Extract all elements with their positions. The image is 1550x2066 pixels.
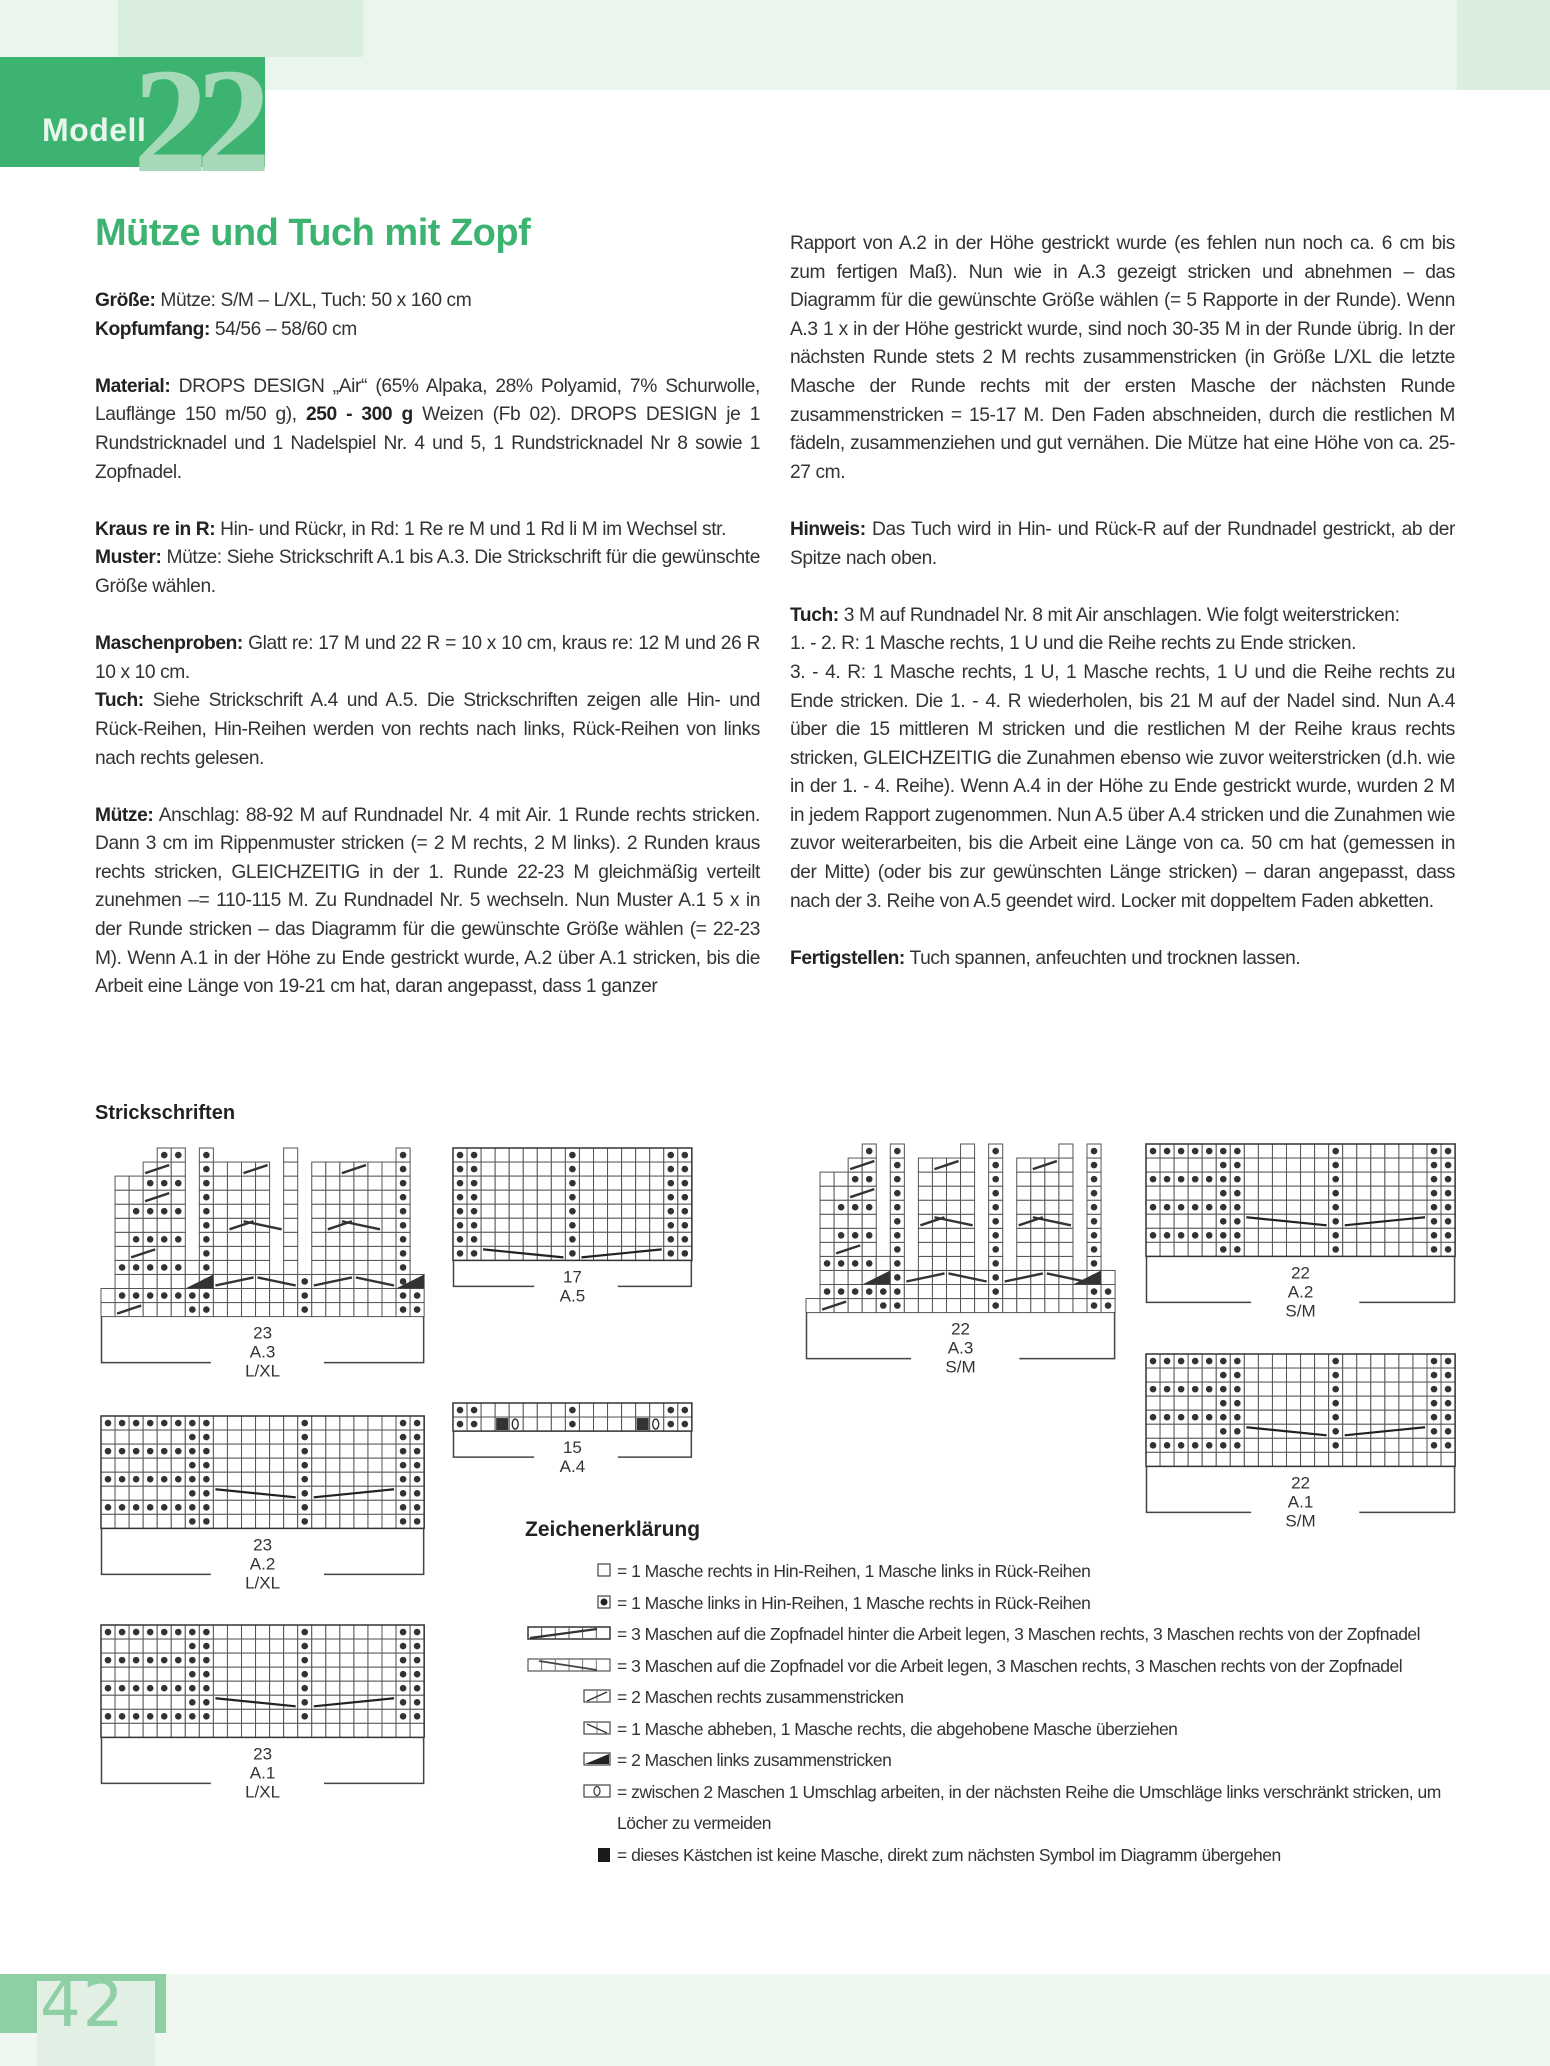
legend-text: = 2 Maschen rechts zusammenstricken bbox=[617, 1687, 904, 1707]
legend-text: = 1 Masche abheben, 1 Masche rechts, die abgehobene Masche überziehen bbox=[617, 1718, 1178, 1739]
left-column bbox=[95, 287, 760, 1002]
svg-text:22: 22 bbox=[951, 1319, 971, 1339]
svg-text:23: 23 bbox=[253, 1535, 273, 1555]
legend-item bbox=[525, 1745, 1465, 1777]
svg-text:15: 15 bbox=[562, 1438, 582, 1458]
model-number: 22 bbox=[133, 38, 259, 204]
chart-a1-lxl bbox=[100, 1624, 425, 1810]
legend-item bbox=[525, 1651, 1465, 1683]
shawl-text: Siehe Strickschrift A.4 und A.5. Die Strickschriften zeigen alle Hin- und Rück-Reihen, Hin-Reihen werden von rechts nach links, Rück-Reihen von links nach rechts gelesen. bbox=[95, 690, 760, 769]
head-circumference-line bbox=[95, 316, 760, 345]
shawl-paragraph bbox=[790, 602, 1455, 631]
yarn-over-icon bbox=[525, 1777, 617, 1798]
size-value: Mütze: S/M – L/XL, Tuch: 50 x 160 cm bbox=[155, 290, 472, 311]
svg-text:A.2: A.2 bbox=[249, 1554, 276, 1574]
chart-a2-lxl bbox=[100, 1415, 425, 1601]
chart-a3-lxl bbox=[100, 1147, 425, 1390]
legend-item bbox=[525, 1840, 1465, 1872]
hat-text: Anschlag: 88-92 M auf Rundnadel Nr. 4 mit Air. 1 Runde rechts stricken. Dann 3 cm im Rippenmuster stricken (= 2 M rechts, 2 M links). 2 Runden kraus rechts stricken, GLEICHZEITIG in der 1. Runde 22-23 M gleichmäßig verteilt zunehmen –= 110-115 M. Zu Rundnadel Nr. 5 wechseln. Nun Muster A.1 5 x in der Runde stricken – das Diagramm für die gewünschte Größe wählen (= 22-23 M). Wenn A.1 in der Höhe zu Ende gestrickt wurde, A.2 über A.1 stricken, bis die Arbeit eine Länge von 19-21 cm hat, daran angepasst, dass 1 ganzer bbox=[95, 804, 760, 998]
note-paragraph bbox=[790, 516, 1455, 573]
chart-a2-sm bbox=[1145, 1143, 1456, 1329]
material-label: Material: bbox=[95, 375, 171, 397]
legend-text: = 3 Maschen auf die Zopfnadel vor die Arbeit legen, 3 Maschen rechts, 3 Maschen rechts von der Zopfnadel bbox=[617, 1655, 1403, 1676]
legend-text: = dieses Kästchen ist keine Masche, direkt zum nächsten Symbol im Diagramm übergehen bbox=[617, 1844, 1281, 1865]
note-label: Hinweis: bbox=[790, 518, 866, 540]
header-band-corner bbox=[1457, 0, 1550, 90]
cable-back-icon bbox=[525, 1619, 617, 1640]
ssk-icon bbox=[525, 1714, 617, 1735]
svg-text:A.2: A.2 bbox=[1287, 1282, 1314, 1302]
page-title: Mütze und Tuch mit Zopf bbox=[95, 212, 531, 254]
chart-a5 bbox=[452, 1147, 693, 1313]
garter-text: Hin- und Rückr, in Rd: 1 Re re M und 1 Rd li M im Wechsel str. bbox=[215, 518, 727, 540]
svg-text:A.4: A.4 bbox=[559, 1457, 586, 1477]
purl-dot-icon bbox=[525, 1588, 617, 1609]
svg-text:A.3: A.3 bbox=[249, 1342, 276, 1362]
chart-a1-sm bbox=[1145, 1353, 1456, 1539]
legend-item bbox=[525, 1556, 1465, 1588]
right-column bbox=[790, 230, 1455, 973]
legend-item bbox=[525, 1619, 1465, 1651]
svg-text:A.1: A.1 bbox=[249, 1763, 276, 1783]
legend-text: = zwischen 2 Maschen 1 Umschlag arbeiten, in der nächsten Reihe die Umschläge links verschränkt stricken, um Löcher zu vermeiden bbox=[617, 1781, 1441, 1833]
legend-item bbox=[525, 1588, 1465, 1620]
legend-item bbox=[525, 1777, 1465, 1840]
svg-text:17: 17 bbox=[562, 1267, 582, 1287]
svg-text:A.5: A.5 bbox=[559, 1286, 586, 1306]
shawl-label: Tuch: bbox=[95, 690, 144, 712]
svg-text:S/M: S/M bbox=[945, 1357, 976, 1377]
p2tog-icon bbox=[525, 1745, 617, 1766]
svg-text:L/XL: L/XL bbox=[245, 1361, 281, 1381]
material-text-2: Weizen (Fb 02). DROPS DESIGN je 1 Rundstricknadel und 1 Nadelspiel Nr. 4 und 5, 1 Rundstricknadel Nr 8 sowie 1 Zopfnadel. bbox=[95, 404, 760, 483]
svg-text:L/XL: L/XL bbox=[245, 1782, 281, 1802]
head-circumference-value: 54/56 – 58/60 cm bbox=[209, 318, 357, 340]
note-text: Das Tuch wird in Hin- und Rück-R auf der Rundnadel gestrickt, ab der Spitze nach oben. bbox=[790, 518, 1455, 569]
hat-continued-paragraph: Rapport von A.2 in der Höhe gestrickt wurde (es fehlen nun noch ca. 6 cm bis zum fertigen Maß). Nun wie in A.3 gezeigt stricken und abnehmen – das Diagramm für die gewünschte Größe wählen (= 5 Rapporte in der Runde). Wenn A.3 1 x in der Höhe gestrickt wurde, sind noch 30-35 M in der Runde übrig. In der nächsten Runde stets 2 M rechts zusammenstricken (in Größe L/XL die letzte Masche der Runde rechts mit der ersten Masche der nächsten Runde zusammenstricken = 15-17 M. Den Faden abschneiden, durch die restlichen M fädeln, zusammenziehen und gut vernähen. Die Mütze hat eine Höhe von ca. 25-27 cm. bbox=[790, 233, 1455, 483]
material-text: DROPS DESIGN „Air“ (65% Alpaka, 28% Polyamid, 7% Schurwolle, Lauflänge 150 m/50 g), bbox=[95, 375, 760, 426]
pattern-text: Mütze: Siehe Strickschrift A.1 bis A.3. Die Strickschrift für die gewünschte Größe wählen. bbox=[95, 547, 760, 597]
chart-a4 bbox=[452, 1402, 693, 1484]
no-stitch-icon bbox=[525, 1840, 617, 1863]
svg-text:S/M: S/M bbox=[1285, 1301, 1316, 1321]
legend-text: = 1 Masche links in Hin-Reihen, 1 Masche rechts in Rück-Reihen bbox=[617, 1592, 1091, 1613]
legend-text: = 1 Masche rechts in Hin-Reihen, 1 Masche links in Rück-Reihen bbox=[617, 1561, 1091, 1581]
svg-text:L/XL: L/XL bbox=[245, 1573, 281, 1593]
legend-item bbox=[525, 1714, 1465, 1746]
cable-front-icon bbox=[525, 1651, 617, 1672]
knit-square-icon bbox=[525, 1556, 617, 1577]
shawl-rows-1-2: 1. - 2. R: 1 Masche rechts, 1 U und die Reihe rechts zu Ende stricken. bbox=[790, 633, 1357, 655]
gauge-label: Maschenproben: bbox=[95, 633, 243, 655]
svg-text:22: 22 bbox=[1291, 1263, 1311, 1283]
svg-text:23: 23 bbox=[253, 1323, 273, 1343]
charts-heading: Strickschriften bbox=[95, 1102, 236, 1124]
svg-text:23: 23 bbox=[253, 1744, 273, 1764]
page-number: 42 bbox=[40, 1968, 126, 2042]
material-paragraph bbox=[95, 373, 760, 487]
shawl-label: Tuch: bbox=[790, 604, 839, 626]
svg-text:22: 22 bbox=[1291, 1473, 1311, 1493]
size-line bbox=[95, 287, 760, 316]
size-label: Größe: bbox=[95, 290, 156, 311]
pattern-label: Muster: bbox=[95, 547, 162, 569]
gauge-text: Glatt re: 17 M und 22 R = 10 x 10 cm, kraus re: 12 M und 26 R 10 x 10 cm. bbox=[95, 633, 760, 683]
pattern-paragraph bbox=[95, 544, 760, 601]
legend-title: Zeichenerklärung bbox=[525, 1518, 701, 1541]
garter-label: Kraus re in R: bbox=[95, 518, 216, 540]
shawl-text: 3 M auf Rundnadel Nr. 8 mit Air anschlagen. Wie folgt weiterstricken: bbox=[838, 604, 1400, 626]
footer-band bbox=[0, 1974, 1550, 2066]
shawl-chart-paragraph bbox=[95, 687, 760, 773]
shawl-rows-3-4: 3. - 4. R: 1 Masche rechts, 1 U, 1 Masche rechts, 1 U und die Reihe rechts zu Ende stricken. Die 1. - 4. R wiederholen, bis 21 M auf der Nadel sind. Nun A.4 über die 15 mittleren M stricken und die restlichen M der Reihe kraus rechts stricken, GLEICHZEITIG die Zunahmen ebenso wie zuvor weiterstricken (d.h. wie in der 1. - 4. Reihe). Wenn A.4 in der Höhe zu Ende gestrickt wurde, wurden 2 M in jedem Rapport zugenommen. Nun A.5 über A.4 stricken und die Zunahmen wie zuvor weiterarbeiten, bis die Arbeit eine Länge von ca. 50 cm hat (gemessen in der Mitte) (oder bis zur gewünschten Länge stricken) – daran angepasst, dass nach der 3. Reihe von A.5 geendet wird. Locker mit doppeltem Faden abketten. bbox=[790, 661, 1455, 912]
model-label: Modell bbox=[42, 112, 147, 148]
legend-text: = 2 Maschen links zusammenstricken bbox=[617, 1750, 892, 1770]
k2tog-icon bbox=[525, 1682, 617, 1703]
svg-text:S/M: S/M bbox=[1285, 1511, 1316, 1531]
gauge-paragraph bbox=[95, 630, 760, 687]
legend-item bbox=[525, 1682, 1465, 1714]
legend-text: = 3 Maschen auf die Zopfnadel hinter die Arbeit legen, 3 Maschen rechts, 3 Maschen rechts von der Zopfnadel bbox=[617, 1624, 1421, 1644]
garter-paragraph bbox=[95, 516, 760, 545]
hat-paragraph bbox=[95, 802, 760, 1002]
material-weight: 250 - 300 g bbox=[305, 404, 413, 426]
finishing-text: Tuch spannen, anfeuchten und trocknen lassen. bbox=[904, 947, 1301, 969]
legend-items bbox=[525, 1556, 1465, 1871]
svg-text:A.1: A.1 bbox=[1287, 1492, 1314, 1512]
chart-a3-sm bbox=[805, 1143, 1116, 1386]
hat-label: Mütze: bbox=[95, 804, 154, 826]
finishing-label: Fertigstellen: bbox=[790, 947, 905, 969]
legend bbox=[525, 1518, 1465, 1871]
svg-text:A.3: A.3 bbox=[947, 1338, 974, 1358]
head-circumference-label: Kopfumfang: bbox=[95, 318, 210, 340]
finishing-paragraph bbox=[790, 945, 1455, 974]
